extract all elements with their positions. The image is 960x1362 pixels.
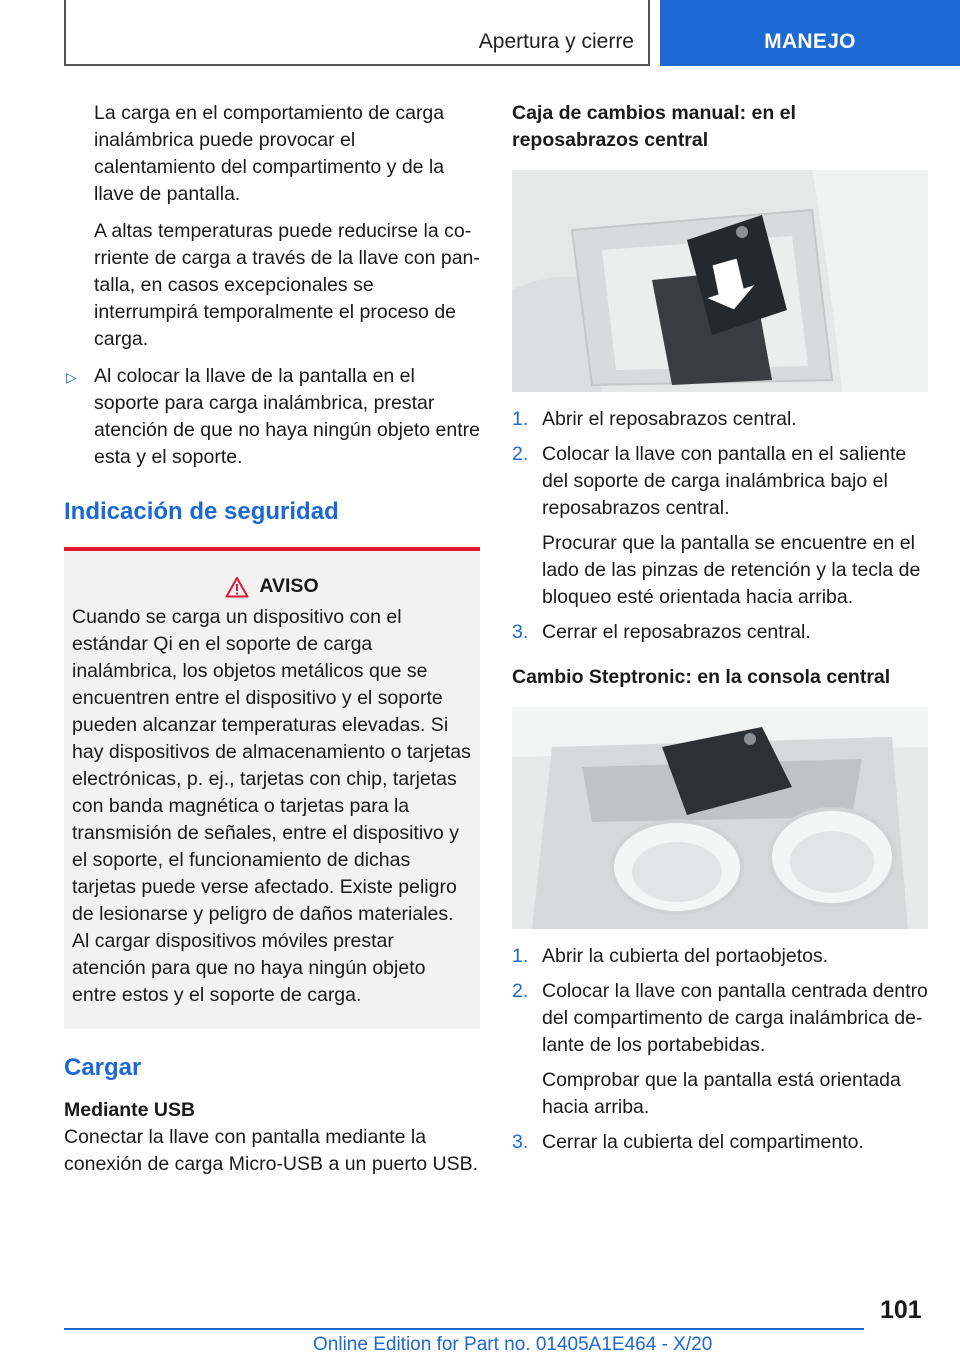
step-number: 1.: [512, 408, 529, 430]
safety-heading: Indicación de seguridad: [64, 498, 339, 525]
steptronic-heading: Cambio Steptronic: en la consola central: [512, 666, 891, 688]
armrest-photo: [512, 170, 928, 392]
usb-heading: Mediante USB: [64, 1099, 196, 1121]
warning-text: Cuando se carga un dispositivo con el estándar Qi en el soporte de carga inalámbrica, los objetos metálicos que se encuentren entre el dispositivo y el soporte pueden alcanzar temperaturas elevadas. Si hay dispositivos de almacenamiento o tarjetas electrónicas, p. ej., tarjetas con chip, tarjetas con banda magnética o tarjetas para la transmisión de señales, entre el dispositivo y el soporte, el funcionamiento de dichas tarjetas puede verse afectado. Existe peligro de lesionarse y peligro de daños materiales. Al cargar dispositivos móviles prestar atención para que no haya ningún objeto entre estos y el soporte de carga.: [72, 606, 471, 1006]
step-number: 2.: [512, 980, 529, 1002]
step-note: Procurar que la pantalla se encuentre en el lado de las pinzas de retención y la tecla de bloqueo esté orientada hacia arriba.: [542, 532, 921, 608]
footer-divider: [64, 1328, 864, 1330]
triangle-bullet-icon: ▷: [66, 369, 77, 385]
manual-steps: [512, 406, 928, 646]
usb-text: Conectar la llave con pantalla mediante la conexión de carga Micro-USB a un puerto USB.: [64, 1126, 479, 1175]
step-number: 2.: [512, 443, 529, 465]
step-text: Abrir el reposabrazos central.: [542, 408, 797, 430]
list-item: [512, 1129, 928, 1156]
bullet-item: [64, 363, 480, 471]
console-illustration: [512, 707, 928, 929]
list-item: [512, 441, 928, 522]
warning-label: AVISO: [259, 575, 319, 597]
list-item: [512, 406, 928, 433]
step-note: Comprobar que la pantalla está orientada hacia arriba.: [542, 1069, 901, 1118]
step-text: Cerrar la cubierta del compartimento.: [542, 1131, 864, 1153]
left-column: [64, 100, 480, 1178]
warning-header: [72, 573, 472, 600]
footer-edition: Online Edition for Part no. 01405A1E464 - X/20: [313, 1334, 713, 1355]
paragraph-heating: La carga en el comportamiento de carga inalámbrica puede provocar el calentamiento del compartimento y de la llave de pantalla.: [94, 102, 445, 205]
step-number: 3.: [512, 621, 529, 643]
list-item: [512, 943, 928, 970]
list-item: [512, 978, 928, 1059]
step-text: Abrir la cubierta del portaobjetos.: [542, 945, 829, 967]
step-text: Colocar la llave con pantalla en el saliente del soporte de carga inalámbrica bajo el reposabrazos central.: [542, 443, 907, 519]
step-text: Cerrar el reposabrazos central.: [542, 621, 811, 643]
step-number: 3.: [512, 1131, 529, 1153]
header-section-box: [64, 0, 650, 66]
paragraph-temperature: A altas temperaturas puede reducirse la corriente de carga a través de la llave con pantalla, en casos excepcionales se interrumpirá temporalmente el proceso de carga.: [94, 220, 480, 350]
list-item: [512, 619, 928, 646]
section-title: Apertura y cierre: [478, 30, 634, 53]
console-photo: [512, 707, 928, 929]
step-text: Colocar la llave con pantalla centrada dentro del compartimento de carga inalámbrica delante de los portabebidas.: [542, 980, 928, 1056]
chapter-tab-label: MANEJO: [764, 30, 856, 53]
warning-box: [64, 547, 480, 1029]
bullet-text: Al colocar la llave de la pantalla en el soporte para carga inalámbrica, prestar atención de que no haya ningún objeto entre esta y el soporte.: [94, 365, 480, 468]
steptronic-steps: [512, 943, 928, 1156]
chapter-tab[interactable]: [660, 0, 960, 66]
manual-heading: Caja de cambios manual: en el reposabrazos central: [512, 102, 796, 151]
step-number: 1.: [512, 945, 529, 967]
page-number: 101: [880, 1296, 922, 1324]
right-column: [512, 100, 928, 1164]
cargar-heading: Cargar: [64, 1054, 142, 1081]
warning-triangle-icon: [225, 576, 249, 598]
armrest-illustration: [512, 170, 928, 392]
